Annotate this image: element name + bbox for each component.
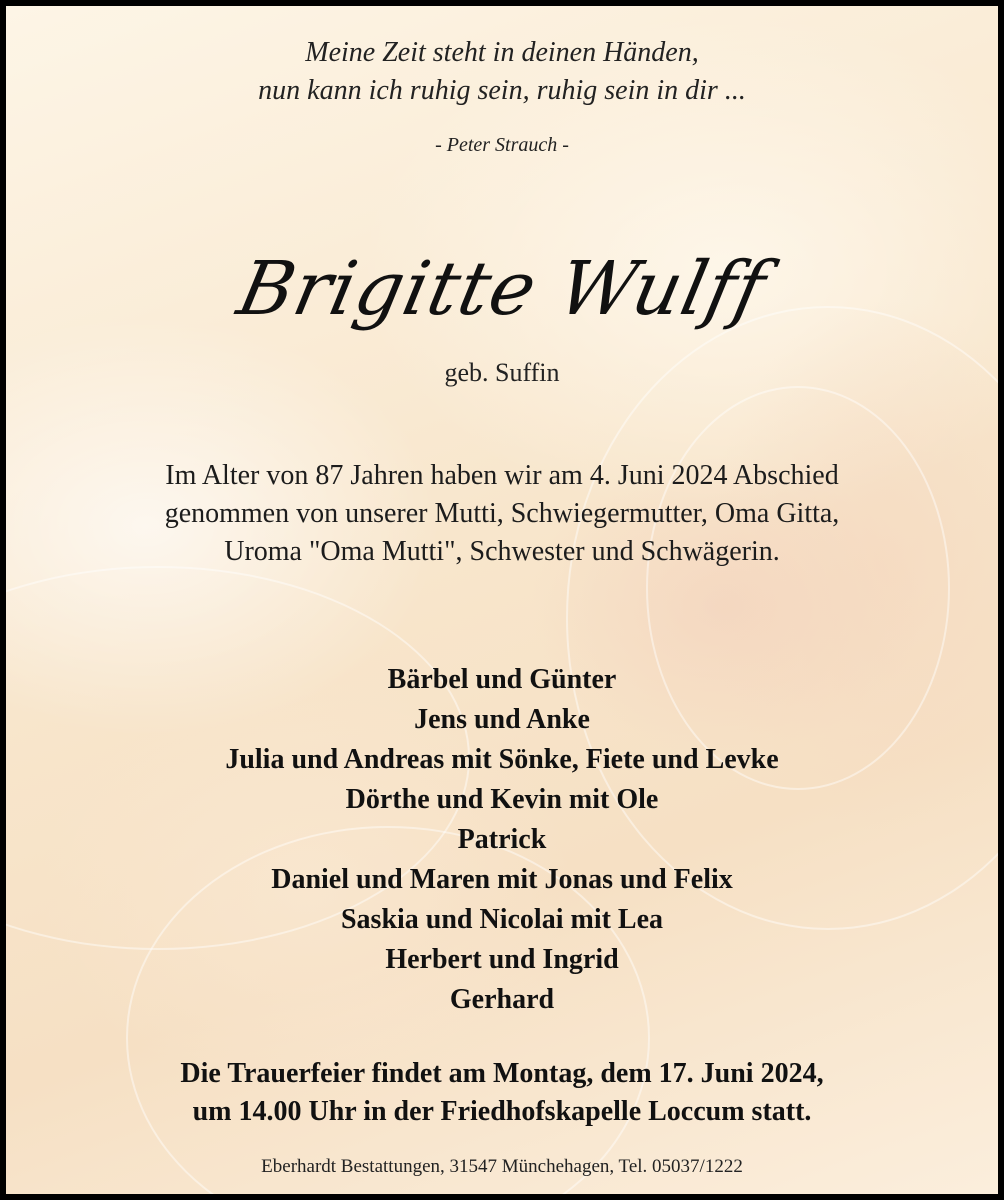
mourner-entry: Julia und Andreas mit Sönke, Fiete und Levke: [225, 744, 779, 775]
mourner-entry: Dörthe und Kevin mit Ole: [345, 784, 659, 815]
quote-line: Meine Zeit steht in deinen Händen,: [305, 37, 699, 68]
death-notice: [6, 457, 998, 571]
mourner-entry: Patrick: [457, 824, 547, 855]
funeral-details: [6, 1055, 998, 1131]
funeral-line: um 14.00 Uhr in der Friedhofskapelle Loccum statt.: [192, 1096, 812, 1127]
notice-line: genommen von unserer Mutti, Schwiegermutter, Oma Gitta,: [164, 498, 840, 529]
mourner-entry: Daniel und Maren mit Jonas und Felix: [271, 864, 733, 895]
mourner-entry: Gerhard: [449, 984, 555, 1015]
funeral-home-info: Eberhardt Bestattungen, 31547 Münchehagen, Tel. 05037/1222: [261, 1156, 743, 1177]
quote-author: - Peter Strauch -: [435, 134, 569, 156]
memorial-quote: [6, 34, 998, 110]
notice-line: Uroma "Oma Mutti", Schwester und Schwägerin.: [224, 536, 780, 567]
mourner-entry: Jens und Anke: [414, 704, 590, 735]
deceased-name: Brigitte Wulff: [230, 246, 774, 332]
funeral-line: Die Trauerfeier findet am Montag, dem 17. Juni 2024,: [180, 1058, 824, 1089]
mourner-entry: Herbert und Ingrid: [385, 944, 619, 975]
obituary-card: [6, 6, 998, 1194]
birth-name: geb. Suffin: [444, 358, 560, 387]
mourners-list: [6, 660, 998, 1020]
mourner-entry: Saskia und Nicolai mit Lea: [340, 904, 664, 935]
quote-line: nun kann ich ruhig sein, ruhig sein in dir ...: [258, 75, 746, 106]
mourner-entry: Bärbel und Günter: [387, 664, 617, 695]
notice-line: Im Alter von 87 Jahren haben wir am 4. Juni 2024 Abschied: [165, 460, 839, 491]
